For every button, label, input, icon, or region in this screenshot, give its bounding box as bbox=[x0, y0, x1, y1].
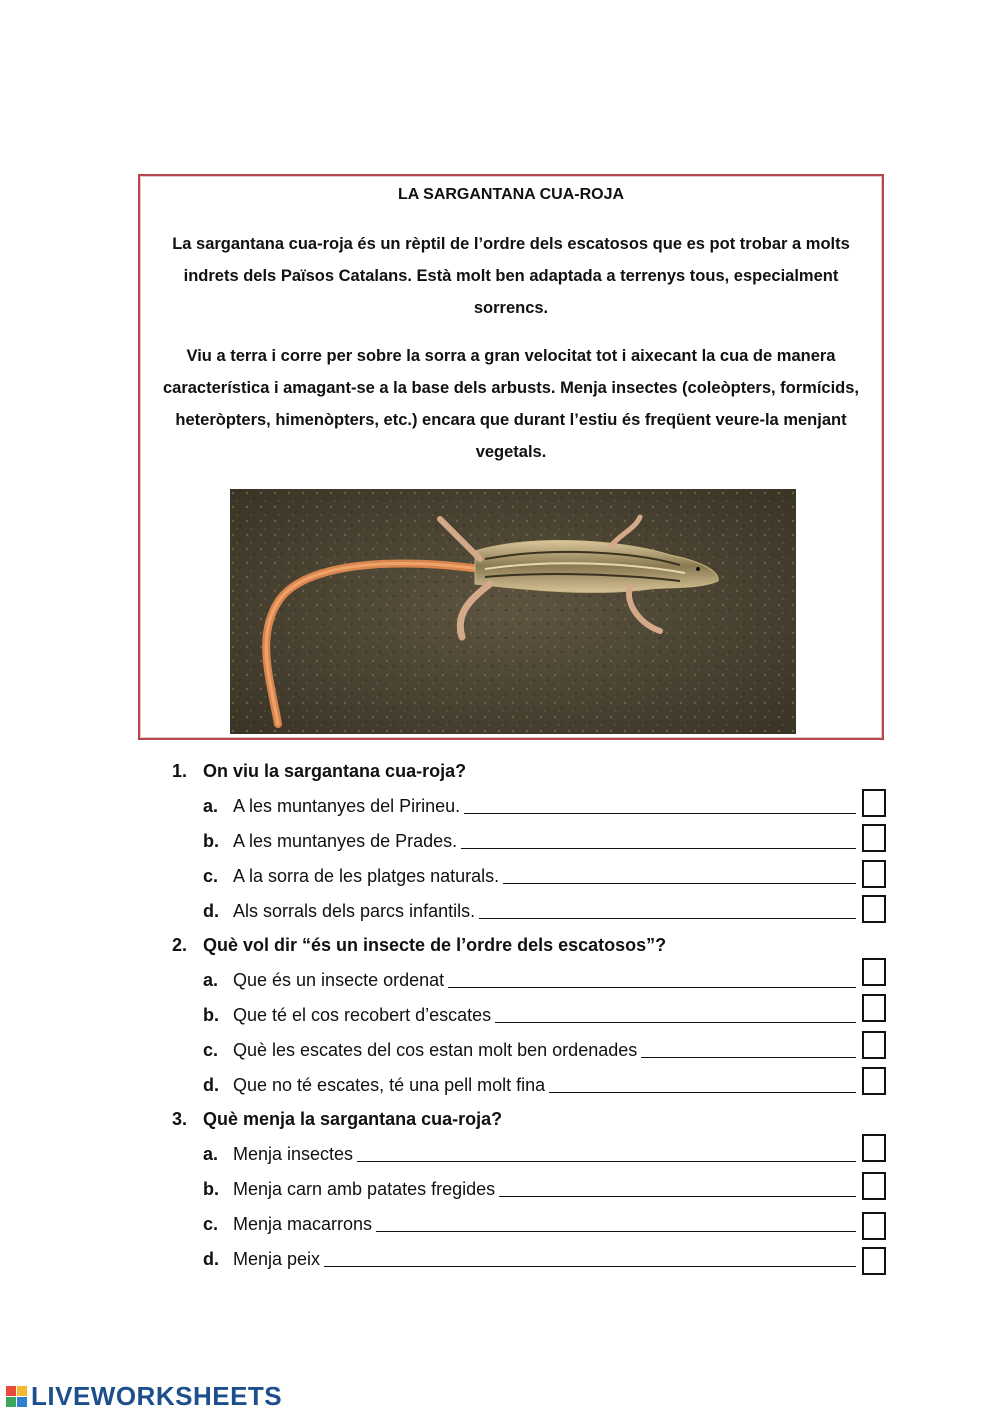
question-3-option-c-checkbox[interactable] bbox=[862, 1212, 886, 1240]
option-text: Que és un insecte ordenat bbox=[233, 970, 445, 990]
question-2-option-d bbox=[203, 1072, 856, 1096]
liveworksheets-logo bbox=[6, 1381, 282, 1412]
reading-title: LA SARGANTANA CUA-ROJA bbox=[397, 186, 625, 203]
answer-line bbox=[448, 987, 856, 988]
option-text: Menja peix bbox=[233, 1249, 321, 1269]
question-3-option-a bbox=[203, 1141, 856, 1165]
option-letter: b. bbox=[203, 1179, 219, 1199]
answer-line bbox=[499, 1196, 856, 1197]
answer-line bbox=[549, 1092, 856, 1093]
question-2-option-b bbox=[203, 1002, 856, 1026]
question-1-option-c-checkbox[interactable] bbox=[862, 860, 886, 888]
question-3-option-d-checkbox[interactable] bbox=[862, 1247, 886, 1275]
option-letter: a. bbox=[203, 1144, 219, 1164]
logo-blocks-icon bbox=[6, 1386, 27, 1407]
option-text: Menja carn amb patates fregides bbox=[233, 1179, 496, 1199]
answer-line bbox=[479, 918, 856, 919]
brand-name: LIVEWORKSHEETS bbox=[31, 1381, 283, 1411]
option-text: Menja insectes bbox=[233, 1144, 354, 1164]
question-2-option-a bbox=[203, 967, 856, 991]
option-text: A les muntanyes de Prades. bbox=[233, 831, 458, 851]
option-letter: c. bbox=[203, 1040, 219, 1060]
question-3-option-c bbox=[203, 1211, 856, 1235]
reading-box bbox=[138, 174, 884, 740]
answer-line bbox=[324, 1266, 856, 1267]
option-text: A les muntanyes del Pirineu. bbox=[233, 796, 461, 816]
reading-paragraph-2: Viu a terra i corre per sobre la sorra a gran velocitat tot i aixecant la cua de manera característica i amagant-se a la base dels arbusts. Menja insectes (coleòpters, formícids, heteròpters, himenòpters, etc.) encara que durant l’estiu és freqüent veure-la menjant vegetals. bbox=[162, 347, 860, 461]
answer-line bbox=[641, 1057, 856, 1058]
option-letter: d. bbox=[203, 1249, 219, 1269]
question-3-option-b-checkbox[interactable] bbox=[862, 1172, 886, 1200]
question-2-option-d-checkbox[interactable] bbox=[862, 1067, 886, 1095]
question-1 bbox=[172, 761, 466, 782]
question-1-option-b-checkbox[interactable] bbox=[862, 824, 886, 852]
answer-line bbox=[495, 1022, 856, 1023]
question-1-option-d bbox=[203, 898, 856, 922]
question-1-option-a bbox=[203, 793, 856, 817]
lizard-photo bbox=[230, 489, 796, 734]
question-1-option-c bbox=[203, 863, 856, 887]
question-3 bbox=[172, 1109, 502, 1130]
question-1-option-d-checkbox[interactable] bbox=[862, 895, 886, 923]
question-text: On viu la sargantana cua-roja? bbox=[203, 761, 467, 781]
lizard-photo-image bbox=[230, 489, 796, 734]
option-text: Que no té escates, té una pell molt fina bbox=[233, 1075, 546, 1095]
question-1-option-a-checkbox[interactable] bbox=[862, 789, 886, 817]
answer-line bbox=[357, 1161, 856, 1162]
option-text: Què les escates del cos estan molt ben ordenades bbox=[233, 1040, 638, 1060]
question-number: 2. bbox=[172, 935, 188, 955]
answer-line bbox=[503, 883, 856, 884]
option-text: A la sorra de les platges naturals. bbox=[233, 866, 500, 886]
option-text: Menja macarrons bbox=[233, 1214, 373, 1234]
option-letter: b. bbox=[203, 1005, 219, 1025]
option-letter: a. bbox=[203, 796, 219, 816]
option-letter: c. bbox=[203, 1214, 219, 1234]
question-3-option-b bbox=[203, 1176, 856, 1200]
answer-line bbox=[461, 848, 856, 849]
question-2 bbox=[172, 935, 666, 956]
question-2-option-c bbox=[203, 1037, 856, 1061]
option-letter: b. bbox=[203, 831, 219, 851]
question-2-option-c-checkbox[interactable] bbox=[862, 1031, 886, 1059]
option-letter: a. bbox=[203, 970, 219, 990]
answer-line bbox=[376, 1231, 856, 1232]
question-text: Què vol dir “és un insecte de l’ordre dels escatosos”? bbox=[203, 935, 667, 955]
option-text: Als sorrals dels parcs infantils. bbox=[233, 901, 476, 921]
question-2-option-a-checkbox[interactable] bbox=[862, 958, 886, 986]
option-letter: d. bbox=[203, 901, 219, 921]
question-1-option-b bbox=[203, 828, 856, 852]
question-3-option-a-checkbox[interactable] bbox=[862, 1134, 886, 1162]
question-3-option-d bbox=[203, 1246, 856, 1270]
question-number: 1. bbox=[172, 761, 188, 781]
question-2-option-b-checkbox[interactable] bbox=[862, 994, 886, 1022]
option-text: Que té el cos recobert d’escates bbox=[233, 1005, 492, 1025]
question-number: 3. bbox=[172, 1109, 188, 1129]
question-text: Què menja la sargantana cua-roja? bbox=[203, 1109, 503, 1129]
option-letter: d. bbox=[203, 1075, 219, 1095]
option-letter: c. bbox=[203, 866, 219, 886]
answer-line bbox=[464, 813, 856, 814]
reading-paragraph-1: La sargantana cua-roja és un rèptil de l’ordre dels escatosos que es pot trobar a molts indrets dels Països Catalans. Està molt ben adaptada a terrenys tous, especialment sorrencs. bbox=[172, 235, 850, 317]
